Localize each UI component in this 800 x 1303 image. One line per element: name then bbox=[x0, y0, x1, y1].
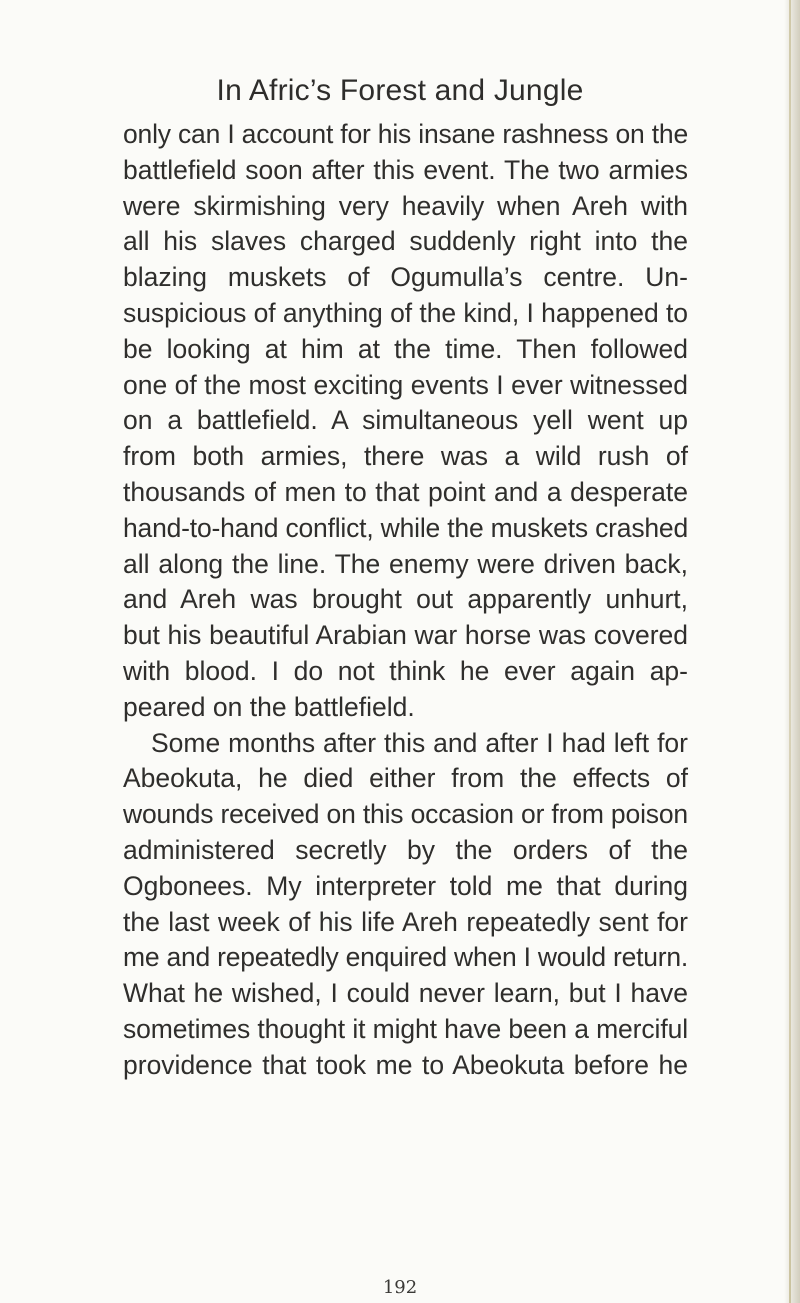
text-line: and Areh was brought out apparently unhurt, bbox=[123, 584, 688, 615]
text-line: from both armies, there was a wild rush of bbox=[123, 441, 688, 472]
body-text bbox=[123, 117, 688, 1084]
page-number: 192 bbox=[382, 1277, 418, 1298]
text-line: wounds received on this occasion or from poison bbox=[123, 799, 688, 830]
text-line: one of the most exciting events I ever witnessed bbox=[123, 369, 688, 400]
text-line: Ogbonees. My interpreter told me that during bbox=[123, 870, 688, 901]
paragraph-2 bbox=[123, 726, 688, 1084]
text-line: hand-to-hand conflict, while the muskets crashed bbox=[123, 512, 688, 543]
text-line: battlefield soon after this event. The two armies bbox=[123, 154, 688, 185]
text-line: blazing muskets of Ogumulla’s centre. Un- bbox=[123, 262, 688, 293]
text-line: sometimes thought it might have been a merciful bbox=[123, 1013, 688, 1044]
text-line: peared on the battlefield. bbox=[123, 691, 415, 722]
text-line: suspicious of anything of the kind, I happened to bbox=[123, 297, 688, 328]
page-edge-shadow bbox=[784, 0, 800, 1303]
text-line: but his beautiful Arabian war horse was covered bbox=[123, 620, 688, 651]
text-line: were skirmishing very heavily when Areh with bbox=[123, 190, 688, 221]
text-line: administered secretly by the orders of the bbox=[123, 834, 688, 865]
text-line: be looking at him at the time. Then followed bbox=[123, 333, 688, 364]
text-line: on a battlefield. A simultaneous yell went up bbox=[123, 405, 688, 436]
text-line: providence that took me to Abeokuta before he bbox=[123, 1049, 688, 1080]
text-line: with blood. I do not think he ever again ap- bbox=[123, 655, 688, 686]
text-line: all his slaves charged suddenly right into the bbox=[123, 226, 688, 257]
running-head: In Afric’s Forest and Jungle bbox=[216, 74, 584, 107]
page-edge-line bbox=[789, 0, 791, 1303]
text-line: only can I account for his insane rashness on the bbox=[123, 119, 688, 149]
text-line: What he wished, I could never learn, but I have bbox=[123, 978, 688, 1009]
text-line: me and repeatedly enquired when I would return. bbox=[123, 942, 688, 973]
text-line: Abeokuta, he died either from the effects of bbox=[123, 763, 688, 794]
text-line: all along the line. The enemy were driven back, bbox=[123, 548, 688, 579]
text-line: the last week of his life Areh repeatedly sent for bbox=[123, 906, 688, 937]
paragraph-1 bbox=[123, 117, 688, 726]
text-line: thousands of men to that point and a desperate bbox=[123, 476, 688, 507]
text-line: Some months after this and after I had left for bbox=[151, 727, 688, 758]
